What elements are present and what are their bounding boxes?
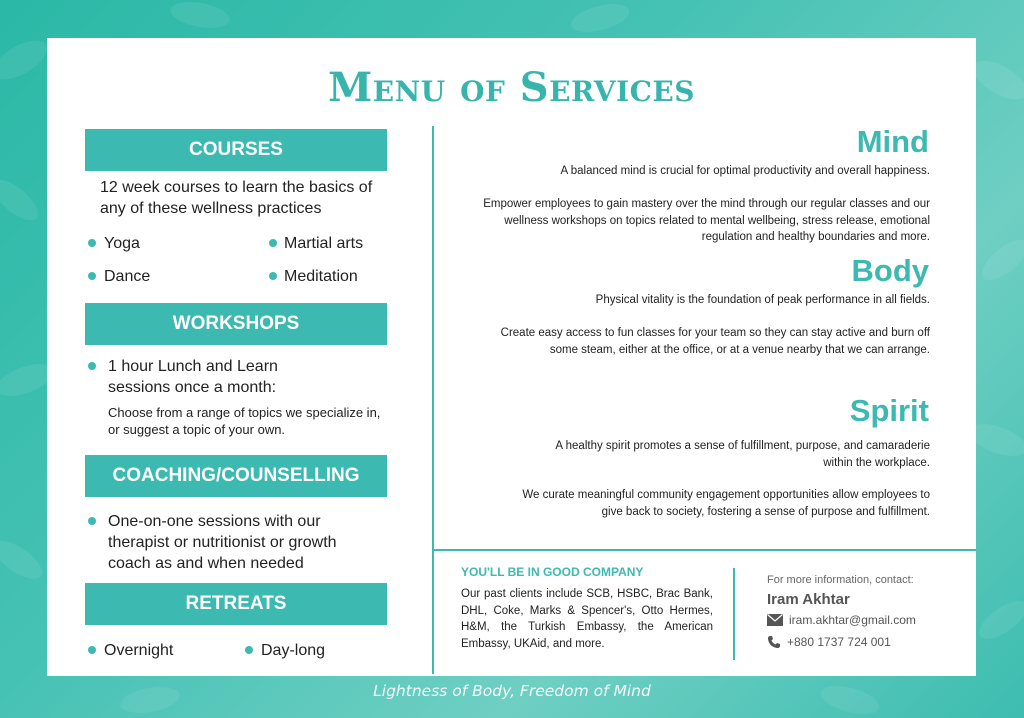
company-text: Our past clients include SCB, HSBC, Brac Bank, DHL, Coke, Marks & Spencer's, Otto Hermes, H&M, the Turkish Embassy, the American Embassy, UKAid, and more. bbox=[461, 588, 713, 650]
course-item-dance: Dance bbox=[104, 268, 151, 285]
spirit-heading: Spirit bbox=[849, 393, 929, 428]
retreats-heading: RETREATS bbox=[85, 583, 387, 625]
spirit-text-2: We curate meaningful community engagement opportunities allow employees to give back to society, fostering a sense of purpose and fulfillment. bbox=[522, 489, 930, 518]
coaching-heading: COACHING/COUNSELLING bbox=[85, 455, 387, 497]
workshops-note: Choose from a range of topics we specialize in, or suggest a topic of your own. bbox=[108, 405, 381, 437]
bullet-icon bbox=[245, 646, 253, 654]
contact-phone[interactable]: +880 1737 724 001 bbox=[787, 635, 891, 649]
contact-phone-row[interactable] bbox=[767, 635, 891, 649]
tagline: Lightness of Body, Freedom of Mind bbox=[373, 682, 651, 700]
bullet-icon bbox=[269, 272, 277, 280]
phone-icon bbox=[767, 635, 781, 649]
coaching-bullet: One-on-one sessions with our therapist or nutritionist or growth coach as and when needed bbox=[108, 513, 337, 572]
company-heading: YOU'LL BE IN GOOD COMPANY bbox=[461, 565, 644, 579]
workshops-heading: WORKSHOPS bbox=[85, 303, 387, 345]
page-title: Menu of Services bbox=[328, 64, 695, 111]
bullet-icon bbox=[269, 239, 277, 247]
mind-text-1: A balanced mind is crucial for optimal productivity and overall happiness. bbox=[560, 165, 930, 177]
bullet-icon bbox=[88, 239, 96, 247]
contact-name: Iram Akhtar bbox=[767, 591, 850, 608]
retreat-item-overnight: Overnight bbox=[104, 642, 174, 659]
contact-label: For more information, contact: bbox=[767, 574, 914, 586]
body-text-2: Create easy access to fun classes for your team so they can stay active and burn off some steam, either at the office, or at a venue nearby that we can arrange. bbox=[500, 327, 930, 356]
column-divider bbox=[432, 126, 434, 674]
courses-heading: COURSES bbox=[85, 129, 387, 171]
bullet-icon bbox=[88, 362, 96, 370]
course-item-yoga: Yoga bbox=[104, 235, 140, 252]
bullet-icon bbox=[88, 517, 96, 525]
bullet-icon bbox=[88, 272, 96, 280]
course-item-meditation: Meditation bbox=[284, 268, 358, 285]
mind-text-2: Empower employees to gain mastery over the mind through our regular classes and our wellness workshops on topics related to mental wellbeing, stress release, emotional regulation and healthy boundaries and more. bbox=[483, 198, 930, 243]
courses-intro: 12 week courses to learn the basics of any of these wellness practices bbox=[100, 179, 373, 217]
envelope-icon bbox=[767, 614, 783, 626]
body-heading: Body bbox=[851, 253, 929, 288]
body-text-1: Physical vitality is the foundation of peak performance in all fields. bbox=[595, 294, 930, 306]
workshops-bullet: 1 hour Lunch and Learn sessions once a month: bbox=[108, 358, 278, 396]
retreat-item-day-long: Day-long bbox=[261, 642, 326, 659]
spirit-text-1: A healthy spirit promotes a sense of fulfillment, purpose, and camaraderie within the workplace. bbox=[555, 440, 930, 469]
contact-divider bbox=[733, 568, 735, 660]
course-item-martial-arts: Martial arts bbox=[284, 235, 364, 252]
footer-divider bbox=[434, 549, 976, 551]
services-panel bbox=[47, 38, 976, 676]
contact-email-row[interactable] bbox=[767, 613, 916, 627]
mind-heading: Mind bbox=[856, 124, 929, 159]
contact-email[interactable]: iram.akhtar@gmail.com bbox=[789, 613, 916, 627]
bullet-icon bbox=[88, 646, 96, 654]
